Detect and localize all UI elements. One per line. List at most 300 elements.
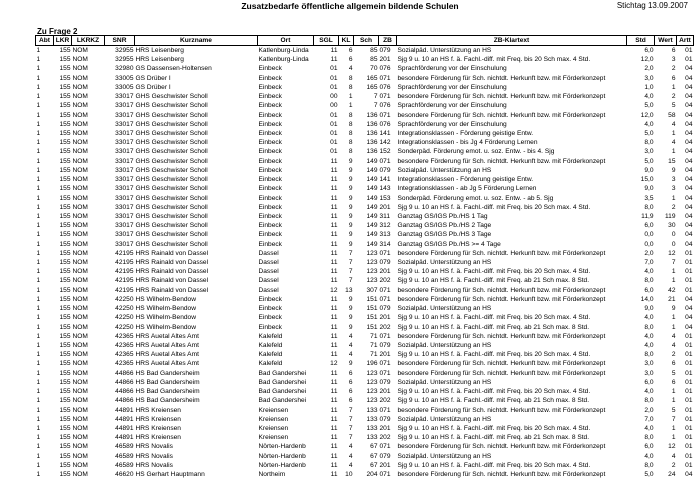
cell-kl: 4: [348, 443, 353, 451]
cell-zb: 071: [379, 111, 391, 119]
cell-sgl: 00: [330, 93, 338, 101]
cell-abt: 1: [36, 83, 41, 91]
cell-abt: 1: [36, 277, 41, 285]
cell-ort: Katlenburg-Linda: [258, 47, 309, 54]
cell-artt: 04: [685, 93, 693, 101]
cell-kl: 6: [348, 388, 353, 396]
cell-std: 4,0: [644, 93, 654, 101]
cell-ort: Kreiensen: [258, 424, 289, 432]
cell-kl: 9: [348, 157, 353, 165]
cell-sch: 149: [366, 240, 378, 248]
cell-sch: 123: [366, 397, 378, 405]
cell-snr: 33017: [115, 120, 134, 128]
cell-zb: 071: [379, 295, 391, 303]
cell-sch: 123: [366, 268, 378, 276]
cell-artt: 01: [685, 286, 693, 294]
table-row: [36, 470, 694, 479]
cell-zb-klartext: besondere Förderung für Sch. nichtdt. Herkunft bzw. mit Förderkonzept: [397, 406, 606, 414]
cell-kl: 9: [348, 360, 353, 368]
cell-zb: 201: [379, 388, 391, 396]
cell-snr: 42195: [115, 249, 134, 257]
cell-zb-klartext: besondere Förderung für Sch. nichtdt. Herkunft bzw. mit Förderkonzept: [397, 443, 606, 451]
cell-wert: 4: [671, 139, 676, 147]
cell-artt: 01: [685, 443, 693, 451]
cell-sgl: 11: [330, 222, 338, 230]
cell-ort: Einbeck: [258, 231, 282, 239]
cell-zb: 071: [379, 249, 391, 257]
cell-sgl: 11: [330, 157, 338, 165]
cell-lkrkz: NOM: [72, 74, 88, 82]
cell-lkr: 155: [59, 452, 71, 460]
cell-kl: 9: [348, 295, 353, 303]
cell-wert: 6: [671, 74, 676, 82]
cell-snr: 42195: [115, 277, 134, 285]
cell-snr: 33017: [115, 139, 134, 147]
cell-wert: 6: [671, 378, 676, 386]
cell-abt: 1: [36, 139, 41, 147]
cell-std: 9,0: [644, 185, 654, 193]
cell-zb-klartext: Integrationsklassen - Förderung geistige Entw.: [397, 176, 534, 184]
cell-lkrkz: NOM: [72, 415, 88, 423]
cell-artt: 04: [685, 314, 693, 322]
cell-std: 3,0: [644, 74, 654, 82]
cell-snr: 33017: [115, 176, 134, 184]
cell-abt: 1: [36, 388, 41, 396]
cell-lkr: 155: [59, 129, 71, 137]
cell-artt: 01: [685, 47, 693, 54]
cell-kurzname: GHS Geschwister Scholl: [135, 120, 208, 128]
cell-kl: 1: [348, 93, 353, 101]
cell-artt: 01: [685, 332, 693, 340]
cell-zb: 071: [379, 406, 391, 414]
cell-snr: 32980: [115, 65, 134, 73]
cell-lkrkz: NOM: [72, 194, 88, 202]
col-header: LKR: [54, 36, 72, 46]
table-header-row: [36, 36, 694, 46]
cell-kurzname: GHS Geschwister Scholl: [135, 203, 208, 211]
cell-artt: 01: [685, 397, 693, 405]
cell-artt: 01: [685, 277, 693, 285]
cell-ort: Einbeck: [258, 111, 282, 119]
cell-zb-klartext: Integrationsklassen - bis Jg 4 Förderung Lernen: [397, 139, 538, 147]
cell-snr: 42250: [115, 323, 134, 331]
cell-ort: Einbeck: [258, 157, 282, 165]
table-row: [36, 212, 694, 221]
cell-std: 8,0: [644, 397, 654, 405]
cell-std: 8,0: [644, 461, 654, 469]
cell-std: 4,0: [644, 120, 654, 128]
cell-abt: 1: [36, 249, 41, 257]
cell-sch: 149: [366, 157, 378, 165]
cell-abt: 1: [36, 360, 41, 368]
data-table: [35, 35, 694, 479]
cell-snr: 33017: [115, 111, 134, 119]
cell-abt: 1: [36, 397, 41, 405]
cell-std: 3,5: [644, 194, 654, 202]
cell-snr: 44866: [115, 388, 134, 396]
cell-abt: 1: [36, 102, 41, 110]
cell-sch: 7: [373, 102, 378, 110]
cell-abt: 1: [36, 369, 41, 377]
cell-std: 3,0: [644, 369, 654, 377]
col-header: ZB-Klartext: [397, 36, 627, 46]
cell-zb: 071: [379, 471, 391, 479]
cell-kl: 8: [348, 83, 353, 91]
cell-lkrkz: NOM: [72, 148, 88, 156]
cell-artt: 04: [685, 203, 693, 211]
cell-wert: 12: [668, 249, 676, 257]
col-header: Sch: [354, 36, 379, 46]
table-row: [36, 452, 694, 461]
cell-wert: 9: [671, 305, 676, 313]
cell-kurzname: GHS Geschwister Scholl: [135, 176, 208, 184]
cell-artt: 04: [685, 323, 693, 331]
cell-zb: 079: [379, 305, 391, 313]
cell-sgl: 11: [330, 471, 338, 479]
table-row: [36, 55, 694, 64]
cell-std: 6,0: [644, 47, 654, 54]
cell-sgl: 11: [330, 268, 338, 276]
cell-std: 7,0: [644, 259, 654, 267]
cell-abt: 1: [36, 185, 41, 193]
cell-ort: Kreiensen: [258, 415, 289, 423]
cell-artt: 04: [685, 212, 693, 220]
cell-sch: 149: [366, 176, 378, 184]
cell-kl: 9: [348, 222, 353, 230]
cell-wert: 58: [668, 111, 676, 119]
cell-artt: 01: [685, 434, 693, 442]
cell-ort: Einbeck: [258, 185, 282, 193]
cell-artt: 04: [685, 295, 693, 303]
cell-sch: 123: [366, 388, 378, 396]
cell-zb: 071: [379, 93, 391, 101]
cell-artt: 04: [685, 83, 693, 91]
cell-lkr: 155: [59, 139, 71, 147]
cell-sgl: 11: [330, 323, 338, 331]
cell-zb-klartext: besondere Förderung für Sch. nichtdt. Herkunft bzw. mit Förderkonzept: [397, 286, 606, 294]
cell-zb: 201: [379, 351, 391, 359]
table-row: [36, 276, 694, 285]
cell-std: 9,0: [644, 166, 654, 174]
cell-artt: 04: [685, 65, 693, 73]
cell-wert: 15: [668, 157, 676, 165]
cell-sgl: 11: [330, 249, 338, 257]
cell-sch: 149: [366, 185, 378, 193]
table-row: [36, 129, 694, 138]
cell-ort: Kalefeld: [258, 351, 283, 359]
cell-zb-klartext: Ganztag GS/IGS Pb./HS >= 4 Tage: [397, 240, 501, 248]
cell-kurzname: GHS Geschwister Scholl: [135, 222, 208, 230]
cell-zb-klartext: Sjg 9 u. 10 an HS f. ä. Fachl.-diff. mit Freq. bis 20 Sch max. 4 Std.: [397, 203, 591, 211]
cell-lkr: 155: [59, 378, 71, 386]
table-row: [36, 101, 694, 110]
cell-zb-klartext: besondere Förderung für Sch. nichtdt. Herkunft bzw. mit Förderkonzept: [397, 332, 606, 340]
cell-kl: 9: [348, 166, 353, 174]
cell-kl: 10: [345, 471, 353, 479]
cell-sch: 165: [366, 83, 378, 91]
cell-std: 2,0: [644, 406, 654, 414]
cell-snr: 33017: [115, 222, 134, 230]
cell-abt: 1: [36, 471, 41, 479]
cell-wert: 24: [668, 471, 676, 479]
table-row: [36, 92, 694, 101]
cell-zb-klartext: Sprachförderung vor der Einschulung: [397, 120, 507, 128]
cell-wert: 2: [671, 93, 676, 101]
cell-lkrkz: NOM: [72, 461, 88, 469]
cell-kl: 9: [348, 212, 353, 220]
cell-abt: 1: [36, 176, 41, 184]
table-row: [36, 359, 694, 368]
cell-artt: 01: [685, 461, 693, 469]
cell-snr: 33017: [115, 194, 134, 202]
table-row: [36, 46, 694, 56]
cell-wert: 3: [671, 56, 676, 64]
cell-zb-klartext: Sjg 9 u. 10 an HS f. ä. Fachl.-diff. mit Freq. ab 21 Sch max. 8 Std.: [397, 397, 590, 405]
cell-wert: 1: [671, 129, 676, 137]
cell-std: 4,0: [644, 452, 654, 460]
cell-std: 0,0: [644, 240, 654, 248]
cell-lkr: 155: [59, 342, 71, 349]
cell-sgl: 01: [330, 65, 338, 73]
table-row: [36, 194, 694, 203]
cell-lkrkz: NOM: [72, 314, 88, 322]
cell-snr: 33017: [115, 240, 134, 248]
cell-kurzname: HRS Kreiensen: [135, 406, 181, 414]
cell-kl: 6: [348, 47, 353, 54]
col-header: Abt: [36, 36, 54, 46]
cell-kurzname: HRS Auetal Altes Amt: [135, 360, 199, 368]
table-row: [36, 442, 694, 451]
cell-artt: 01: [685, 351, 693, 359]
cell-kurzname: GS Dassensen-Holtensen: [135, 65, 212, 73]
cell-zb: 071: [379, 286, 391, 294]
cell-abt: 1: [36, 194, 41, 202]
cell-wert: 1: [671, 277, 676, 285]
cell-lkr: 155: [59, 286, 71, 294]
cell-kurzname: GHS Geschwister Scholl: [135, 93, 208, 101]
cell-sch: 149: [366, 194, 378, 202]
cell-wert: 1: [671, 83, 676, 91]
cell-zb-klartext: besondere Förderung für Sch. nichtdt. Herkunft bzw. mit Förderkonzept: [397, 157, 606, 165]
cell-zb: 076: [379, 102, 391, 110]
cell-artt: 04: [685, 148, 693, 156]
cell-ort: Einbeck: [258, 166, 282, 174]
cell-kl: 13: [345, 286, 353, 294]
cell-artt: 04: [685, 111, 693, 119]
cell-snr: 42365: [115, 360, 134, 368]
cell-ort: Dassel: [258, 277, 279, 285]
table-row: [36, 396, 694, 405]
cell-sgl: 11: [330, 406, 338, 414]
cell-sch: 71: [370, 351, 378, 359]
cell-kurzname: GHS Geschwister Scholl: [135, 240, 208, 248]
cell-kurzname: GHS Geschwister Scholl: [135, 231, 208, 239]
cell-sch: 136: [366, 111, 378, 119]
cell-lkrkz: NOM: [72, 83, 88, 91]
cell-zb-klartext: besondere Förderung für Sch. nichtdt. Herkunft bzw. mit Förderkonzept: [397, 471, 606, 479]
cell-kurzname: GS Drüber I: [135, 83, 171, 91]
col-header: Artt: [677, 36, 694, 46]
cell-lkr: 155: [59, 360, 71, 368]
cell-std: 11,9: [641, 212, 654, 220]
cell-sgl: 11: [330, 332, 338, 340]
cell-kl: 7: [348, 424, 353, 432]
cell-lkrkz: NOM: [72, 443, 88, 451]
cell-lkr: 155: [59, 471, 71, 479]
cell-ort: Nörten-Hardenb: [258, 461, 306, 469]
cell-zb: 076: [379, 120, 391, 128]
cell-artt: 04: [685, 240, 693, 248]
cell-zb: 142: [379, 139, 391, 147]
cell-kl: 4: [348, 461, 353, 469]
cell-lkr: 155: [59, 305, 71, 313]
cell-wert: 4: [671, 120, 676, 128]
cell-artt: 01: [685, 360, 693, 368]
cell-kurzname: GHS Geschwister Scholl: [135, 148, 208, 156]
cell-ort: Bad Gandershei: [258, 378, 307, 386]
cell-sch: 123: [366, 369, 378, 377]
cell-snr: 44866: [115, 397, 134, 405]
cell-abt: 1: [36, 222, 41, 230]
cell-std: 15,0: [640, 176, 654, 184]
cell-kurzname: HRS Novalis: [135, 452, 173, 460]
cell-zb-klartext: Sjg 9 u. 10 an HS f. ä. Fachl.-diff. mit Freq. bis 20 Sch max. 4 Std.: [397, 424, 591, 432]
cell-kurzname: HS Bad Gandersheim: [135, 369, 200, 377]
cell-kl: 6: [348, 378, 353, 386]
cell-zb-klartext: Sprachförderung vor der Einschulung: [397, 65, 507, 73]
cell-ort: Katlenburg-Linda: [258, 56, 309, 64]
cell-zb: 079: [379, 342, 391, 349]
cell-kl: 8: [348, 111, 353, 119]
cell-lkr: 155: [59, 93, 71, 101]
cell-artt: 04: [685, 157, 693, 165]
cell-std: 2,0: [644, 249, 654, 257]
cell-zb: 079: [379, 378, 391, 386]
table-row: [36, 341, 694, 350]
cell-kurzname: HRS Rainald von Dassel: [135, 249, 209, 257]
cell-snr: 44891: [115, 424, 134, 432]
cell-lkrkz: NOM: [72, 323, 88, 331]
cell-abt: 1: [36, 47, 41, 54]
cell-std: 3,0: [644, 360, 654, 368]
cell-zb-klartext: Sjg 9 u. 10 an HS f. ä. Fachl.-diff. mit Freq. bis 20 Sch max. 4 Std.: [397, 461, 591, 469]
cell-wert: 4: [671, 452, 676, 460]
cell-kl: 8: [348, 148, 353, 156]
cell-sgl: 11: [330, 185, 338, 193]
table-row: [36, 230, 694, 239]
cell-artt: 01: [685, 406, 693, 414]
cell-kurzname: HRS Kreiensen: [135, 424, 181, 432]
cell-abt: 1: [36, 286, 41, 294]
cell-abt: 1: [36, 268, 41, 276]
cell-lkr: 155: [59, 194, 71, 202]
cell-sch: 136: [366, 139, 378, 147]
cell-kurzname: HS Bad Gandersheim: [135, 388, 200, 396]
cell-zb: 071: [379, 74, 391, 82]
cell-wert: 2: [671, 65, 676, 73]
cell-ort: Kreiensen: [258, 406, 289, 414]
cell-sgl: 11: [330, 443, 338, 451]
cell-artt: 01: [685, 452, 693, 460]
cell-zb: 201: [379, 203, 391, 211]
cell-zb: 079: [379, 415, 391, 423]
cell-wert: 1: [671, 397, 676, 405]
cell-wert: 2: [671, 461, 676, 469]
cell-kl: 9: [348, 231, 353, 239]
cell-std: 8,0: [644, 351, 654, 359]
cell-sgl: 00: [330, 102, 338, 110]
cell-snr: 33017: [115, 148, 134, 156]
table-row: [36, 120, 694, 129]
cell-ort: Einbeck: [258, 305, 282, 313]
cell-kurzname: GHS Geschwister Scholl: [135, 139, 208, 147]
cell-lkrkz: NOM: [72, 212, 88, 220]
cell-lkr: 155: [59, 351, 71, 359]
cell-zb-klartext: Sjg 9 u. 10 an HS f. ä. Fachl.-diff. mit Freq. bis 20 Sch max. 4 Std.: [397, 314, 591, 322]
cell-snr: 42365: [115, 342, 134, 349]
cell-wert: 4: [671, 342, 676, 349]
cell-artt: 04: [685, 185, 693, 193]
cell-kurzname: GHS Geschwister Scholl: [135, 102, 208, 110]
cell-artt: 01: [685, 259, 693, 267]
cell-kurzname: GHS Geschwister Scholl: [135, 212, 208, 220]
cell-kl: 7: [348, 277, 353, 285]
cell-sgl: 11: [330, 240, 338, 248]
cell-zb-klartext: Ganztag GS/IGS Pb./HS 1 Tag: [397, 212, 488, 220]
cell-wert: 2: [671, 351, 676, 359]
cell-zb-klartext: Sozialpäd. Unterstützung an HS: [397, 378, 492, 386]
cell-snr: 46620: [115, 471, 134, 479]
cell-kurzname: HRS Rainald von Dassel: [135, 286, 209, 294]
cell-sch: 7: [373, 93, 378, 101]
cell-abt: 1: [36, 231, 41, 239]
cell-ort: Einbeck: [258, 120, 282, 128]
cell-sch: 67: [370, 443, 378, 451]
cell-abt: 1: [36, 434, 41, 442]
cell-lkr: 155: [59, 120, 71, 128]
cell-lkrkz: NOM: [72, 176, 88, 184]
cell-std: 4,0: [644, 342, 654, 349]
cell-zb: 312: [379, 222, 391, 230]
cell-std: 4,0: [644, 314, 654, 322]
cell-abt: 1: [36, 74, 41, 82]
cell-sgl: 11: [330, 369, 338, 377]
cell-std: 4,0: [644, 332, 654, 340]
cell-lkrkz: NOM: [72, 378, 88, 386]
cell-kl: 8: [348, 120, 353, 128]
cell-ort: Einbeck: [258, 129, 282, 137]
cell-zb-klartext: Sozialpäd. Unterstützung an HS: [397, 452, 492, 460]
cell-sgl: 11: [330, 212, 338, 220]
table-row: [36, 83, 694, 92]
cell-kl: 7: [348, 434, 353, 442]
cell-lkrkz: NOM: [72, 305, 88, 313]
cell-sgl: 11: [330, 231, 338, 239]
cell-kurzname: HRS Leisenberg: [135, 47, 184, 54]
cell-lkrkz: NOM: [72, 249, 88, 257]
cell-sgl: 11: [330, 56, 338, 64]
cell-zb: 141: [379, 176, 391, 184]
cell-ort: Bad Gandershei: [258, 397, 307, 405]
cell-sch: 136: [366, 129, 378, 137]
table-row: [36, 240, 694, 249]
cell-lkrkz: NOM: [72, 424, 88, 432]
cell-artt: 04: [685, 471, 693, 479]
cell-lkrkz: NOM: [72, 65, 88, 73]
cell-std: 4,0: [644, 388, 654, 396]
cell-abt: 1: [36, 259, 41, 267]
cell-sch: 123: [366, 249, 378, 257]
